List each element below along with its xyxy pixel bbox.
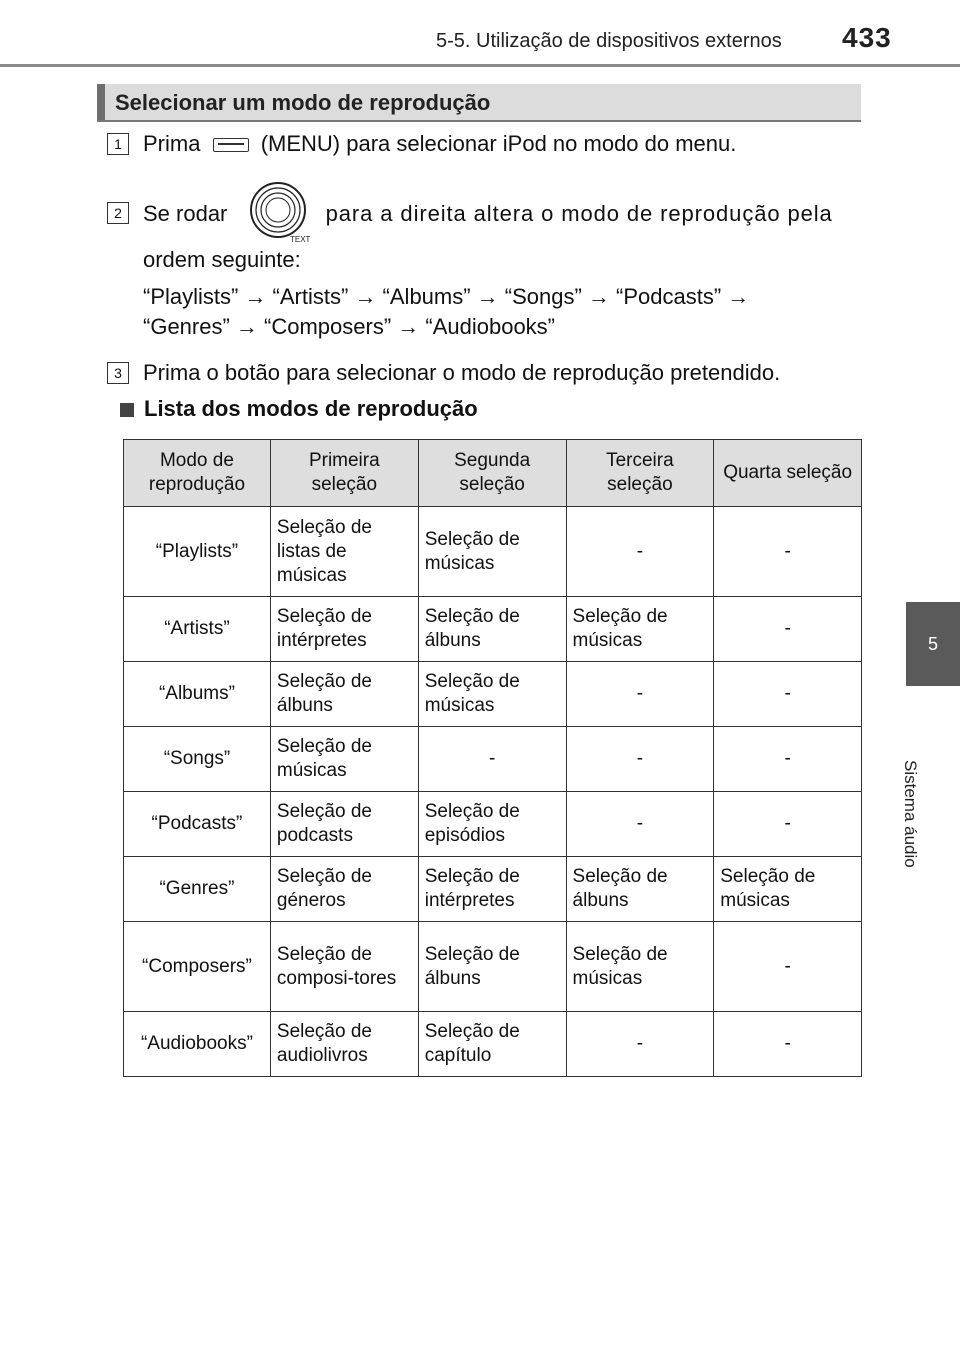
table-cell: Seleção de músicas <box>566 922 714 1012</box>
table-row <box>124 507 862 597</box>
table-cell: Seleção de álbuns <box>418 922 566 1012</box>
table-subheading <box>120 396 478 422</box>
table-row <box>124 727 862 792</box>
step-3-text: Prima o botão para selecionar o modo de reprodução pretendido. <box>143 360 781 385</box>
step-2-text-after: para a direita altera o modo de reprodução pela <box>325 201 833 226</box>
table-cell: - <box>714 597 862 662</box>
section-title: Selecionar um modo de reprodução <box>115 90 491 115</box>
mode-cell: “Songs” <box>124 727 271 792</box>
table-cell: Seleção de músicas <box>418 662 566 727</box>
table-cell: Seleção de músicas <box>270 727 418 792</box>
table-cell: - <box>714 922 862 1012</box>
table-cell: Seleção de álbuns <box>418 597 566 662</box>
mode-cell: “Artists” <box>124 597 271 662</box>
table-cell: Seleção de listas de músicas <box>270 507 418 597</box>
table-cell: Seleção de músicas <box>566 597 714 662</box>
page-number: 433 <box>842 22 892 53</box>
table-cell: Seleção de audiolivros <box>270 1012 418 1077</box>
table-cell: Seleção de álbuns <box>270 662 418 727</box>
square-bullet-icon <box>120 403 134 417</box>
header-cell: Terceira seleção <box>566 440 714 507</box>
table-cell: Seleção de composi-tores <box>270 922 418 1012</box>
table-row <box>124 597 862 662</box>
knob-label: TEXT <box>290 235 310 244</box>
step-1-text-before: Prima <box>143 131 201 156</box>
table-subheading-text: Lista dos modos de reprodução <box>144 396 478 421</box>
mode-cell: “Composers” <box>124 922 271 1012</box>
step-1-text <box>143 128 736 160</box>
table-row <box>124 922 862 1012</box>
table-cell: - <box>566 507 714 597</box>
step-number-1: 1 <box>107 133 129 155</box>
chapter-tab-label: Sistema áudio <box>901 760 920 868</box>
table-cell: Seleção de géneros <box>270 857 418 922</box>
table-cell: - <box>566 727 714 792</box>
table-cell: - <box>566 662 714 727</box>
table-cell: - <box>714 507 862 597</box>
mode-cell: “Audiobooks” <box>124 1012 271 1077</box>
play-mode-order-line1: “Playlists” → “Artists” → “Albums” → “Songs” → “Podcasts” → <box>143 284 750 309</box>
step-number-2: 2 <box>107 202 129 224</box>
table-cell: Seleção de músicas <box>714 857 862 922</box>
table-row <box>124 857 862 922</box>
running-header-section: 5-5. Utilização de dispositivos externos <box>436 30 782 52</box>
header-cell: Primeira seleção <box>270 440 418 507</box>
table-cell: Seleção de podcasts <box>270 792 418 857</box>
table-row <box>124 792 862 857</box>
table-cell: Seleção de capítulo <box>418 1012 566 1077</box>
table-cell: - <box>714 792 862 857</box>
table-cell: Seleção de músicas <box>418 507 566 597</box>
play-mode-order-line2: “Genres” → “Composers” → “Audiobooks” <box>143 314 556 339</box>
table-cell: - <box>566 1012 714 1077</box>
header-cell: Segunda seleção <box>418 440 566 507</box>
table-cell: - <box>566 792 714 857</box>
play-modes-table <box>123 439 862 1077</box>
menu-button-icon <box>213 138 249 152</box>
table-cell: - <box>714 662 862 727</box>
tune-knob-icon <box>246 180 310 244</box>
header-cell: Modo de reprodução <box>124 440 271 507</box>
section-heading-marker <box>97 84 105 120</box>
header-cell: Quarta seleção <box>714 440 862 507</box>
chapter-tab-number: 5 <box>906 602 960 686</box>
header-divider <box>0 64 960 67</box>
mode-cell: “Playlists” <box>124 507 271 597</box>
table-row <box>124 1012 862 1077</box>
table-cell: - <box>714 727 862 792</box>
table-row <box>124 662 862 727</box>
step-number-3: 3 <box>107 362 129 384</box>
table-cell: - <box>714 1012 862 1077</box>
table-cell: Seleção de intérpretes <box>418 857 566 922</box>
table-cell: Seleção de episódios <box>418 792 566 857</box>
section-heading-bar <box>97 84 861 122</box>
mode-cell: “Albums” <box>124 662 271 727</box>
step-2-text-before: Se rodar <box>143 201 228 226</box>
table-cell: Seleção de intérpretes <box>270 597 418 662</box>
table-header-row <box>124 440 862 507</box>
table-cell: - <box>418 727 566 792</box>
mode-cell: “Podcasts” <box>124 792 271 857</box>
step-1-text-after: (MENU) para selecionar iPod no modo do menu. <box>260 131 737 156</box>
mode-cell: “Genres” <box>124 857 271 922</box>
table-cell: Seleção de álbuns <box>566 857 714 922</box>
step-2-line2: ordem seguinte: <box>143 247 301 272</box>
